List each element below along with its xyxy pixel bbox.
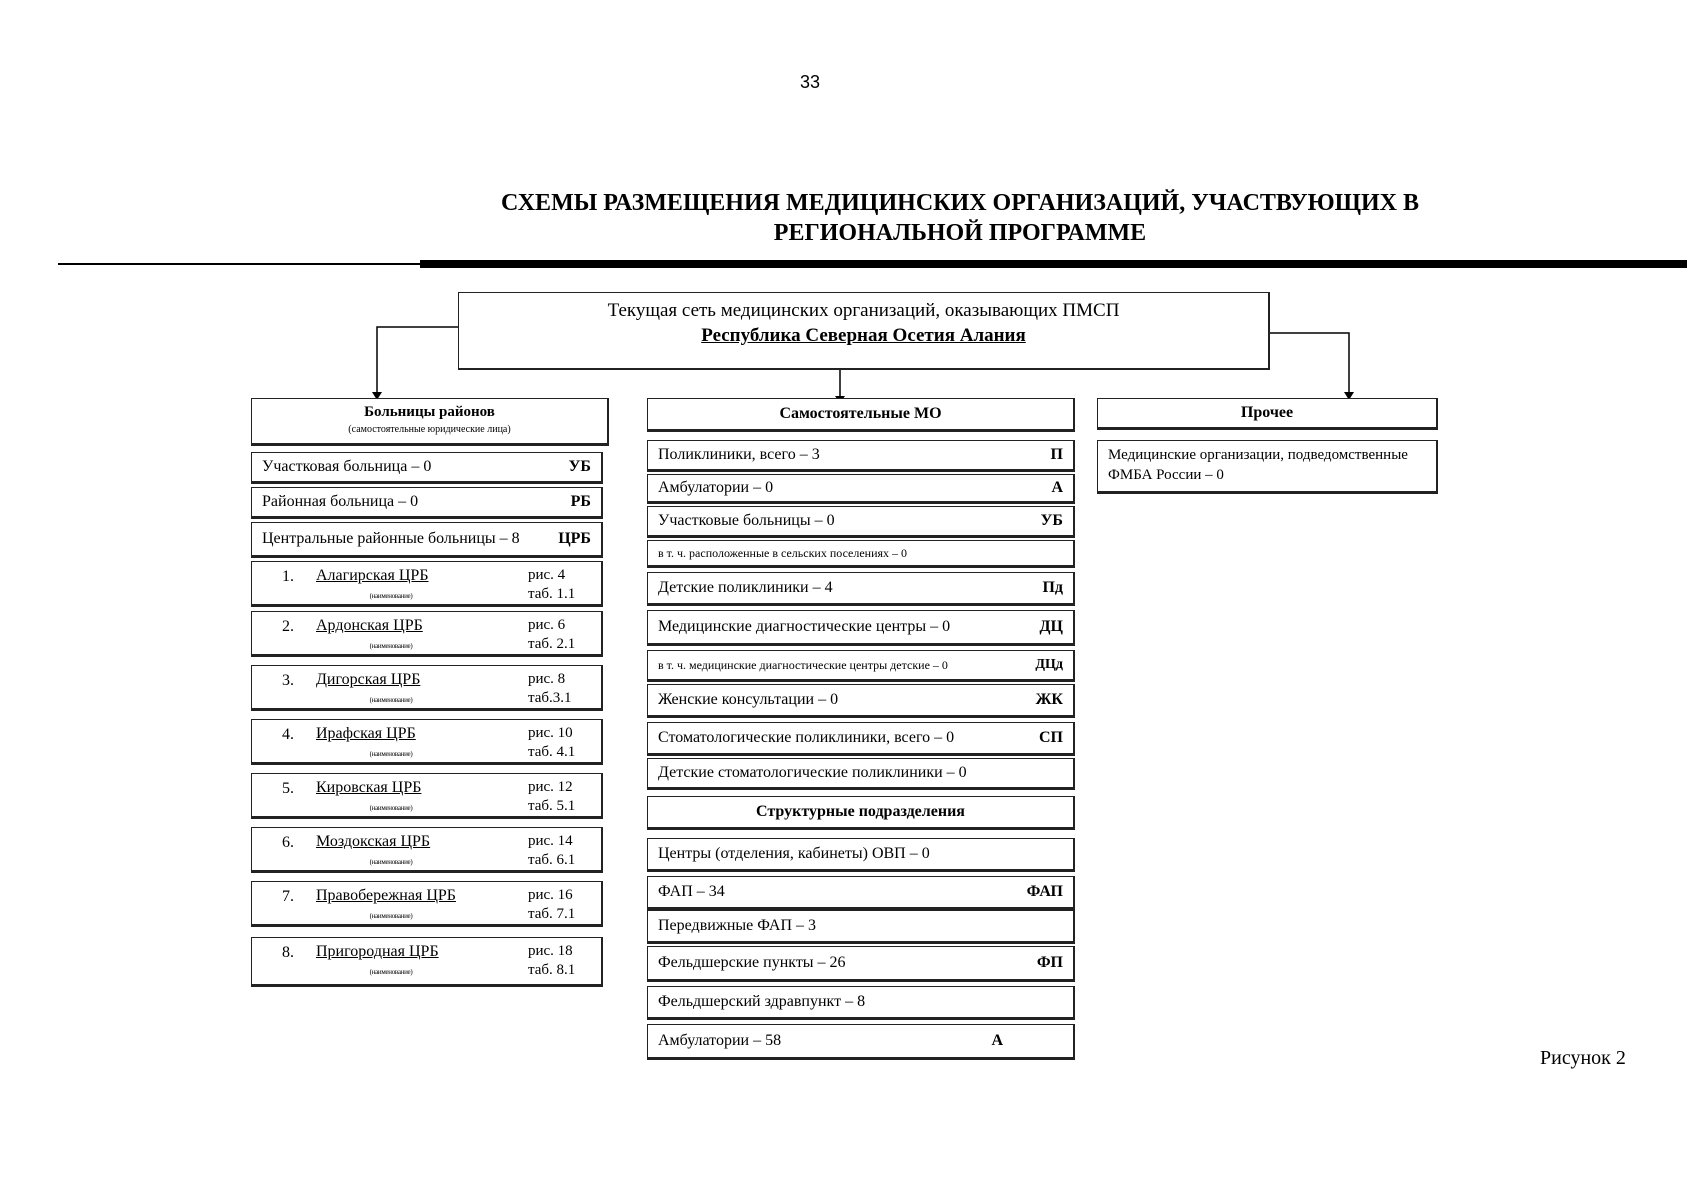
crb-item-2 [251,611,603,657]
crb-4-ref [528,724,575,762]
crb-8-footnote: (наименование) [369,968,413,976]
district-row-3 [251,522,603,558]
structural-row-6-code: А [991,1032,1003,1049]
districts-header [251,398,609,446]
districts-header-title: Больницы районов [364,404,495,420]
crb-1-name: Алагирская ЦРБ [316,567,429,584]
other-text: Медицинские организации, подведомственные ФМБА России – 0 [1108,447,1408,483]
crb-8-ris: рис. 18 [528,943,573,959]
page-number: 33 [799,72,821,92]
crb-3-ref [528,670,572,708]
structural-row-1-label: Центры (отделения, кабинеты) ОВП – 0 [658,845,930,862]
crb-7-tab: таб. 7.1 [528,906,576,922]
independent-row-8-label: Женские консультации – 0 [658,691,839,708]
crb-item-6 [251,827,603,873]
independent-row-5-code: Пд [1042,579,1063,596]
crb-8-number: 8. [282,944,294,961]
independent-row-5 [647,572,1075,606]
independent-row-6-label: Медицинские диагностические центры – 0 [658,618,951,635]
crb-7-ref [528,886,575,924]
independent-row-1-label: Поликлиники, всего – 3 [658,446,820,463]
crb-8-name: Пригородная ЦРБ [316,943,439,960]
crb-6-footnote: (наименование) [369,858,413,866]
independent-row-7 [647,650,1075,682]
independent-row-8 [647,684,1075,718]
district-row-2-code: РБ [570,493,591,510]
structural-row-1 [647,838,1075,872]
crb-item-8 [251,937,603,987]
independent-row-1 [647,440,1075,472]
district-row-2-label: Районная больница – 0 [262,493,419,510]
independent-row-8-code: ЖК [1035,691,1063,708]
crb-6-ris: рис. 14 [528,833,573,849]
root-box [458,292,1270,370]
independent-row-4-label: в т. ч. расположенные в сельских поселениях – 0 [658,545,908,560]
crb-3-ris: рис. 8 [528,671,566,687]
crb-item-1 [251,561,603,607]
crb-7-number: 7. [282,888,294,905]
crb-6-ref [528,832,575,870]
independent-header: Самостоятельные МО [647,398,1075,432]
crb-1-footnote: (наименование) [369,592,413,600]
crb-3-footnote: (наименование) [369,696,413,704]
crb-5-ref [528,778,575,816]
crb-1-ris: рис. 4 [528,567,566,583]
district-row-1-code: УБ [568,458,591,475]
independent-row-3-code: УБ [1040,512,1063,529]
crb-7-name: Правобережная ЦРБ [316,887,456,904]
crb-6-number: 6. [282,834,294,851]
crb-item-5 [251,773,603,819]
independent-row-2 [647,474,1075,504]
independent-row-4 [647,540,1075,568]
crb-5-number: 5. [282,780,294,797]
page-title-line-2: РЕГИОНАЛЬНОЙ ПРОГРАММЕ [773,220,1147,246]
structural-row-6 [647,1024,1075,1060]
crb-1-number: 1. [282,568,294,585]
independent-row-6 [647,610,1075,646]
other-box [1097,440,1438,494]
independent-row-10-label: Детские стоматологические поликлиники – 0 [658,764,967,781]
crb-2-footnote: (наименование) [369,642,413,650]
crb-1-tab: таб. 1.1 [528,586,576,602]
independent-row-3 [647,506,1075,538]
crb-2-tab: таб. 2.1 [528,636,576,652]
independent-row-7-code: ДЦд [1035,657,1063,672]
root-subtitle: Республика Северная Осетия Алания [701,325,1026,346]
structural-row-2 [647,876,1075,910]
figure-caption: Рисунок 2 [1540,1047,1626,1069]
crb-4-tab: таб. 4.1 [528,744,576,760]
crb-5-name: Кировская ЦРБ [316,779,422,796]
district-row-2 [251,487,603,519]
districts-header-sub: (самостоятельные юридические лица) [348,424,511,435]
structural-row-4-label: Фельдшерские пункты – 26 [658,954,846,971]
crb-4-footnote: (наименование) [369,750,413,758]
crb-1-ref [528,566,575,604]
independent-row-5-label: Детские поликлиники – 4 [658,579,833,596]
independent-row-6-code: ДЦ [1039,618,1063,635]
structural-row-3 [647,910,1075,944]
district-row-1 [251,452,603,484]
independent-row-10 [647,758,1075,790]
structural-row-2-code: ФАП [1026,883,1063,900]
structural-row-4 [647,946,1075,982]
structural-row-4-code: ФП [1036,954,1063,971]
crb-4-name: Ирафская ЦРБ [316,725,416,742]
crb-3-number: 3. [282,672,294,689]
structural-row-3-label: Передвижные ФАП – 3 [658,917,817,934]
independent-row-7-label: в т. ч. медицинские диагностические центры детские – 0 [658,657,948,672]
crb-item-7 [251,881,603,927]
crb-6-name: Моздокская ЦРБ [316,833,431,850]
other-header: Прочее [1097,398,1438,430]
independent-row-2-label: Амбулатории – 0 [658,479,774,496]
structural-row-5 [647,986,1075,1020]
district-row-3-code: ЦРБ [558,530,591,547]
crb-2-number: 2. [282,618,294,635]
crb-8-tab: таб. 8.1 [528,962,576,978]
crb-4-ris: рис. 10 [528,725,573,741]
structural-row-6-label: Амбулатории – 58 [658,1032,782,1049]
independent-row-9-label: Стоматологические поликлиники, всего – 0 [658,729,955,746]
root-title: Текущая сеть медицинских организаций, оказывающих ПМСП [607,300,1120,321]
crb-2-name: Ардонская ЦРБ [316,617,423,634]
crb-3-name: Дигорская ЦРБ [316,671,421,688]
structural-row-5-label: Фельдшерский здравпункт – 8 [658,993,866,1010]
page-title-line-1: СХЕМЫ РАЗМЕЩЕНИЯ МЕДИЦИНСКИХ ОРГАНИЗАЦИЙ, УЧАСТВУЮЩИХ В [501,190,1419,216]
crb-4-number: 4. [282,726,294,743]
crb-8-ref [528,942,575,980]
district-row-1-label: Участковая больница – 0 [262,458,432,475]
crb-6-tab: таб. 6.1 [528,852,576,868]
crb-5-tab: таб. 5.1 [528,798,576,814]
crb-2-ris: рис. 6 [528,617,566,633]
independent-row-3-label: Участковые больницы – 0 [658,512,835,529]
connector-to-districts [377,327,458,394]
crb-2-ref [528,616,575,654]
crb-item-4 [251,719,603,765]
independent-row-1-code: П [1050,446,1063,463]
crb-5-footnote: (наименование) [369,804,413,812]
independent-row-9-code: СП [1039,729,1063,746]
crb-7-ris: рис. 16 [528,887,573,903]
structural-header: Структурные подразделения [647,796,1075,830]
crb-5-ris: рис. 12 [528,779,573,795]
independent-row-9 [647,722,1075,756]
crb-item-3 [251,665,603,711]
connector-to-other [1270,333,1349,394]
crb-3-tab: таб.3.1 [528,690,572,706]
crb-7-footnote: (наименование) [369,912,413,920]
district-row-3-label: Центральные районные больницы – 8 [262,530,520,547]
independent-row-2-code: А [1051,479,1063,496]
structural-row-2-label: ФАП – 34 [658,883,725,900]
